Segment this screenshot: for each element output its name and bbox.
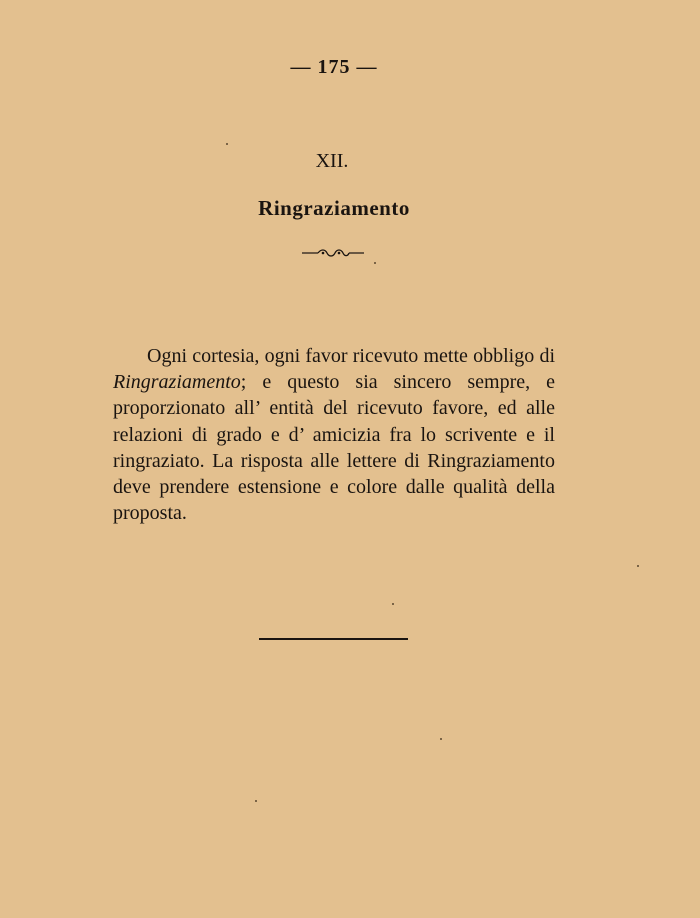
- paragraph-italic-term: Ringraziamento: [113, 371, 241, 394]
- ornament-flourish-icon: [302, 246, 364, 260]
- paper-speck: [637, 565, 639, 567]
- section-end-rule: [259, 638, 408, 640]
- paper-speck: [226, 143, 228, 145]
- page-number: — 175 —: [290, 56, 378, 78]
- paragraph-text-start: Ogni cortesia, ogni favor ricevuto mette obbligo di: [147, 345, 555, 367]
- paper-speck: [255, 800, 257, 802]
- chapter-title: Ringraziamento: [258, 196, 410, 220]
- chapter-number: XII.: [315, 150, 349, 172]
- paper-speck: [440, 738, 442, 740]
- paper-speck: [392, 603, 394, 605]
- paragraph-text-end: ; e questo sia sincero sempre, e proporzionato all’ entità del ricevuto favore, ed alle relazioni di grado e d’ amicizia fra lo scrivente e il ringraziato. La risposta alle lettere di Ringraziamento deve prendere estensione e colore dalle qualità della proposta.: [113, 371, 555, 525]
- body-paragraph: [113, 343, 555, 526]
- paper-speck: [374, 262, 376, 264]
